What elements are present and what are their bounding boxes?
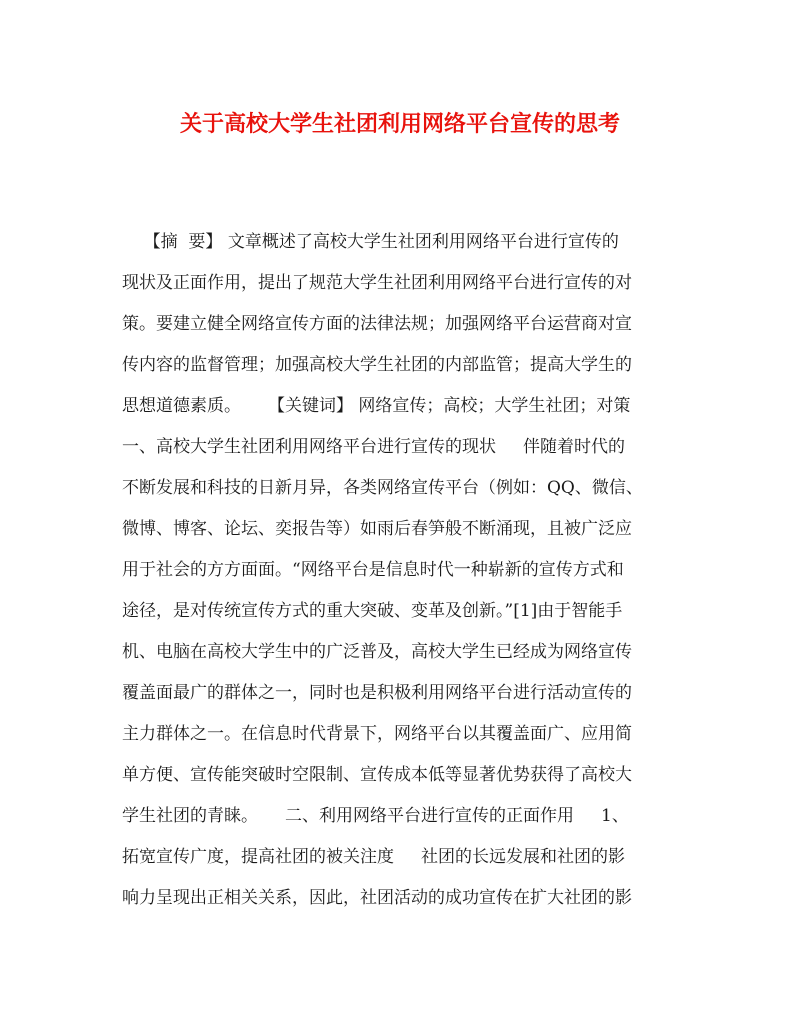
body-line: 覆盖面最广的群体之一，同时也是积极利用网络平台进行活动宣传的 (122, 683, 632, 703)
body-line: 响力呈现出正相关关系，因此，社团活动的成功宣传在扩大社团的影 (122, 888, 632, 908)
body-line: 用于社会的方方面面。“网络平台是信息时代一种崭新的宣传方式和 (122, 560, 624, 580)
document-title: 关于高校大学生社团利用网络平台宣传的思考 (179, 111, 620, 137)
body-line: 学生社团的青睐。 二、利用网络平台进行宣传的正面作用 1、 (122, 806, 629, 826)
body-line: 思想道德素质。 【关键词】 网络宣传；高校；大学生社团；对策 (122, 396, 631, 416)
body-line: 不断发展和科技的日新月异，各类网络宣传平台（例如：QQ、微信、 (122, 478, 643, 498)
body-line: 微博、博客、论坛、奕报告等）如雨后春笋般不断涌现，且被广泛应 (122, 519, 632, 539)
body-line: 机、电脑在高校大学生中的广泛普及，高校大学生已经成为网络宣传 (122, 642, 632, 662)
body-line: 拓宽宣传广度，提高社团的被关注度 社团的长远发展和社团的影 (122, 847, 626, 867)
body-line: 现状及正面作用，提出了规范大学生社团利用网络平台进行宣传的对 (122, 273, 632, 293)
body-line: 一、高校大学生社团利用网络平台进行宣传的现状 伴随着时代的 (122, 437, 626, 457)
body-line: 主力群体之一。在信息时代背景下，网络平台以其覆盖面广、应用简 (122, 724, 632, 744)
document-body (122, 222, 682, 919)
body-line: 策。要建立健全网络宣传方面的法律法规；加强网络平台运营商对宣 (122, 314, 632, 334)
body-line: 【摘 要】 文章概述了高校大学生社团利用网络平台进行宣传的 (122, 232, 619, 252)
body-line: 途径，是对传统宣传方式的重大突破、变革及创新。”[1]由于智能手 (122, 601, 623, 621)
body-line: 传内容的监督管理；加强高校大学生社团的内部监管；提高大学生的 (122, 355, 632, 375)
body-line: 单方便、宣传能突破时空限制、宣传成本低等显著优势获得了高校大 (122, 765, 632, 785)
